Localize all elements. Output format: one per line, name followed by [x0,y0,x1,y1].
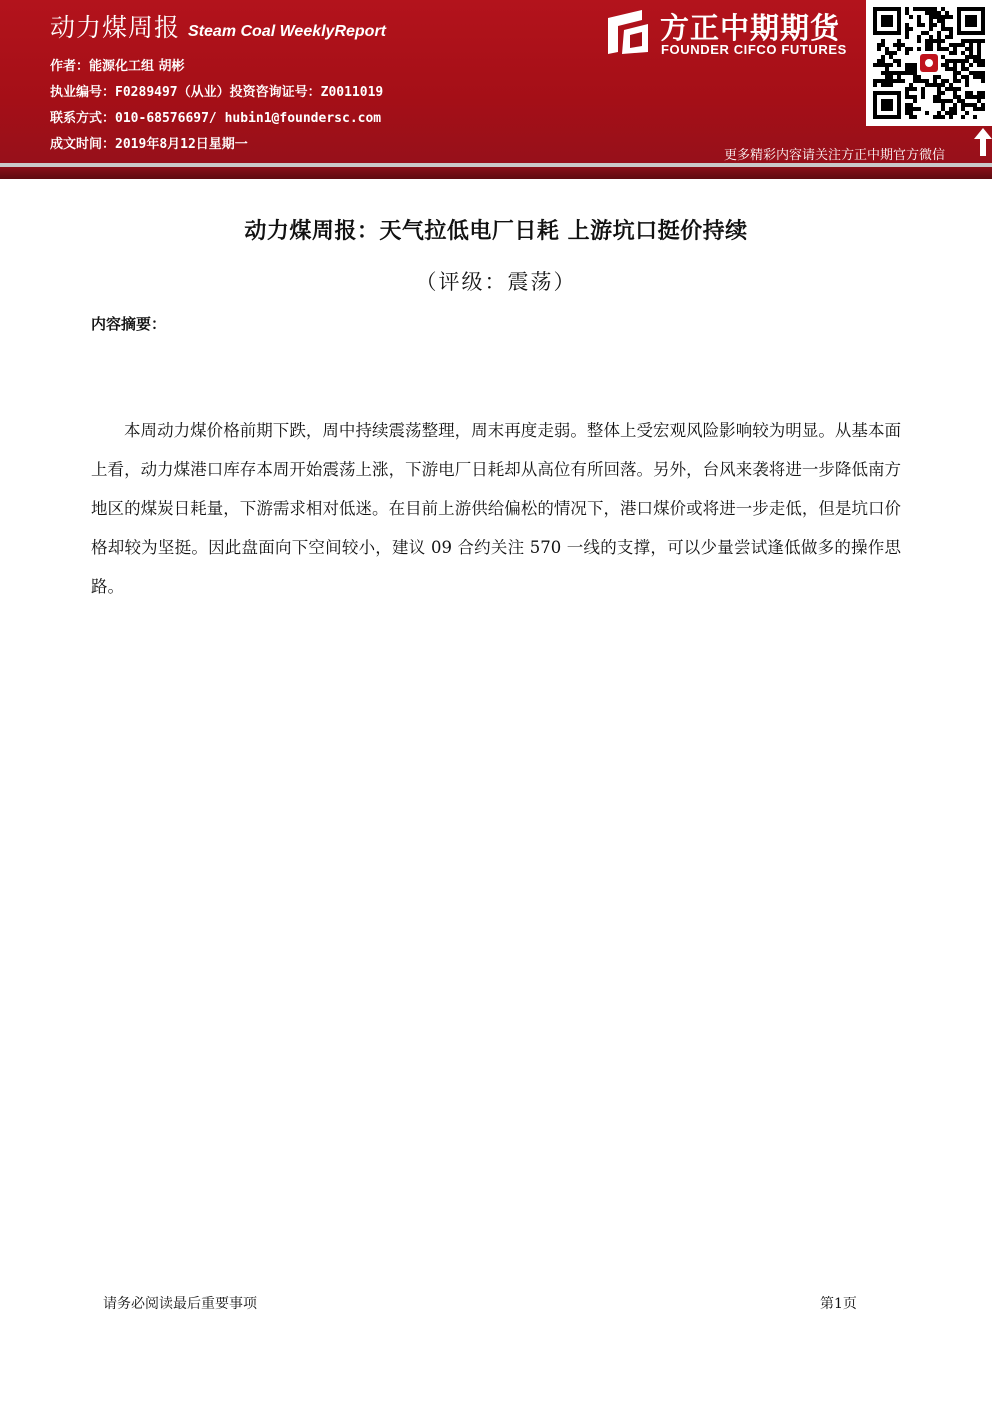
contact-label: 联系方式： [50,111,116,126]
author-label: 作者： [50,59,90,74]
page-number: 第1页 [820,1296,857,1312]
follow-wechat-text: 更多精彩内容请关注方正中期官方微信 [724,148,946,163]
contact-line [50,107,381,126]
date-value: 2019年8月12日星期一 [115,137,248,152]
date-label: 成文时间： [50,137,116,152]
report-rating: （评级：震荡） [415,270,577,294]
qr-code-icon [873,7,985,119]
wechat-qr-code [866,0,992,126]
report-title: 动力煤周报：天气拉低电厂日耗 上游坑口挺价持续 [244,219,748,244]
report-header [0,0,992,163]
date-line [50,133,248,152]
footer-notice: 请务必阅读最后重要事项 [103,1296,257,1312]
license-label: 执业编号： [50,85,116,100]
header-divider-dark [0,167,992,179]
author-line [50,55,185,74]
header-title [50,8,386,44]
logo-mark-icon [604,8,652,56]
arrow-up-icon [974,128,992,156]
author-value: 能源化工组 胡彬 [89,59,185,74]
contact-value: 010-68576697/ hubin1@foundersc.com [115,111,382,126]
header-title-en: Steam Coal WeeklyReport [188,23,387,40]
license-value: F0289497（从业）投资咨询证号：Z0011019 [115,85,384,100]
summary-heading: 内容摘要： [91,315,167,333]
logo-name-cn: 方正中期期货 [660,11,841,45]
summary-paragraph: 本周动力煤价格前期下跌，周中持续震荡整理，周末再度走弱。整体上受宏观风险影响较为明显。从基本面上看，动力煤港口库存本周开始震荡上涨，下游电厂日耗却从高位有所回落。另外，台风来袭将进一步降低南方地区的煤炭日耗量，下游需求相对低迷。在目前上游供给偏松的情况下，港口煤价或将进一步走低，但是坑口价格却较为坚挺。因此盘面向下空间较小，建议 09 合约关注 570 一线的支撑，可以少量尝试逢低做多的操作思路。 [91,421,901,596]
company-logo [604,8,859,60]
header-title-cn: 动力煤周报 [50,13,181,42]
logo-name-en: FOUNDER CIFCO FUTURES [661,42,847,57]
license-line [50,81,383,100]
